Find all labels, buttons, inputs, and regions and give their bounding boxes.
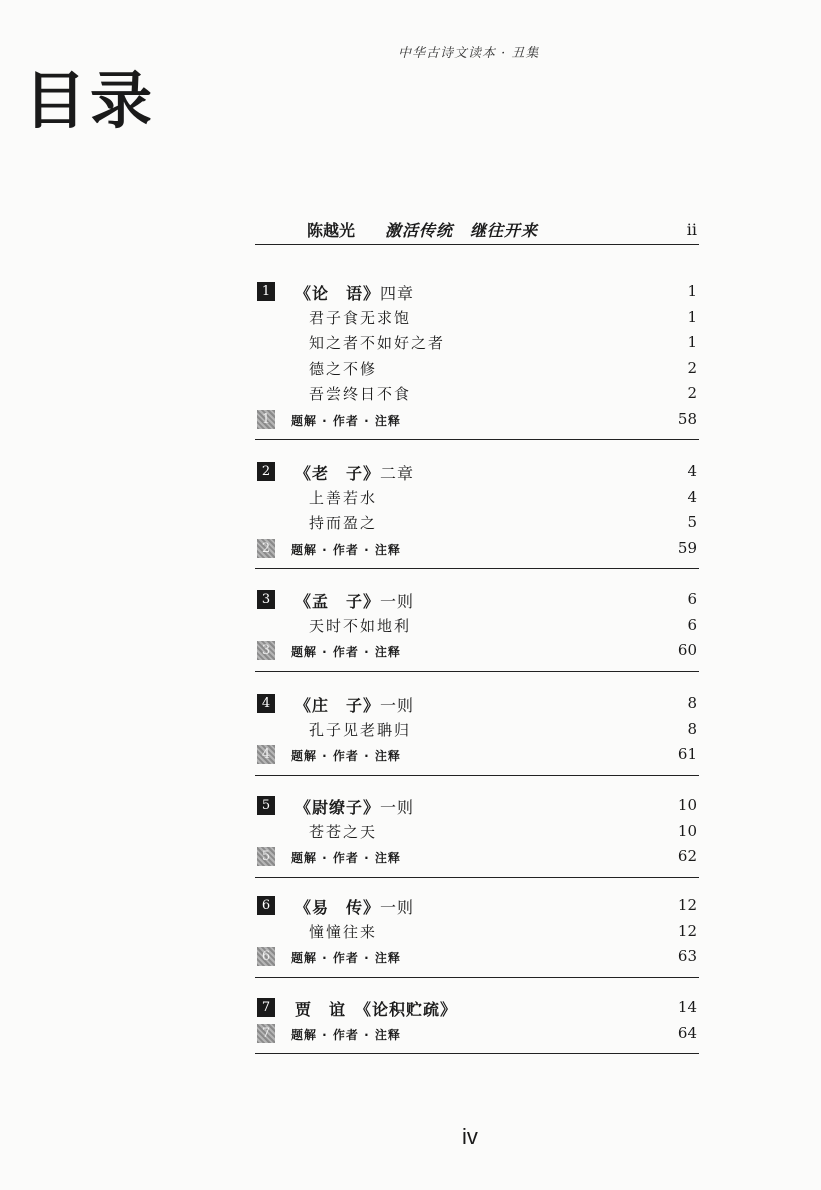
- chapter-page: 14: [677, 998, 697, 1016]
- note-page: 61: [677, 745, 697, 763]
- toc-chapter-row[interactable]: [255, 460, 699, 484]
- item-page: 6: [687, 615, 697, 634]
- chapter-page: 8: [687, 694, 697, 712]
- item-page: 4: [687, 487, 697, 506]
- note-number-badge: 5: [257, 847, 275, 866]
- item-title: 上善若水: [309, 488, 378, 507]
- toc-item-row[interactable]: [255, 306, 699, 330]
- toc-item-row[interactable]: [255, 920, 699, 944]
- chapter-title-text: 《易 传》: [295, 898, 381, 917]
- toc-note-row[interactable]: [255, 845, 699, 869]
- chapter-page: 12: [677, 896, 697, 914]
- chapter-title-suffix: 四章: [380, 284, 415, 303]
- note-number-badge: 1: [257, 410, 275, 429]
- item-page: 2: [687, 384, 697, 402]
- toc-item-row[interactable]: [255, 614, 699, 638]
- preface-author: 陈越光: [307, 221, 356, 240]
- chapter-number-badge: 7: [257, 998, 275, 1017]
- chapter-title-suffix: 二章: [380, 464, 415, 483]
- chapter-number-badge: 3: [257, 590, 275, 609]
- page-title: 目录: [24, 64, 157, 137]
- toc-chapter-row[interactable]: [255, 894, 699, 918]
- preface-title: 激活传统 继往开来: [385, 221, 539, 240]
- note-page: 60: [677, 641, 697, 659]
- item-title: 憧憧往来: [309, 922, 378, 941]
- toc-note-row[interactable]: [255, 743, 699, 767]
- note-label: 题解 · 作者 · 注释: [291, 542, 401, 557]
- toc-note-row[interactable]: [255, 945, 699, 969]
- chapter-page: 4: [687, 462, 697, 480]
- item-title: 持而盈之: [309, 514, 378, 532]
- chapter-title: [295, 895, 414, 918]
- toc-chapter-row[interactable]: [255, 692, 699, 716]
- item-title: 天时不如地利: [309, 616, 412, 635]
- toc-item-row[interactable]: [255, 331, 699, 355]
- chapter-page: 1: [687, 282, 697, 300]
- chapter-title: [295, 589, 414, 612]
- note-number-badge: 4: [257, 745, 275, 764]
- note-page: 59: [677, 538, 697, 557]
- toc-section: [255, 996, 699, 1054]
- chapter-title-suffix: 一则: [380, 696, 415, 715]
- toc-item-row[interactable]: [255, 357, 699, 381]
- chapter-title-text: 《孟 子》: [295, 592, 381, 611]
- toc-section: [255, 460, 699, 569]
- item-page: 12: [677, 921, 697, 940]
- chapter-title: [295, 997, 457, 1020]
- item-page: 10: [677, 821, 697, 840]
- item-page: 1: [687, 333, 697, 351]
- item-page: 1: [687, 307, 697, 326]
- item-title: 苍苍之天: [309, 822, 378, 841]
- page-number: iv: [462, 1124, 478, 1149]
- note-number-badge: 3: [257, 641, 275, 660]
- toc-section: [255, 588, 699, 672]
- toc-chapter-row[interactable]: [255, 996, 699, 1020]
- item-page: 5: [687, 513, 697, 531]
- toc-note-row[interactable]: [255, 408, 699, 432]
- chapter-title-suffix: 一则: [380, 898, 415, 917]
- note-number-badge: 6: [257, 947, 275, 966]
- toc-section: [255, 280, 699, 440]
- preface-entry[interactable]: [255, 218, 699, 245]
- toc-section: [255, 692, 699, 776]
- chapter-title: [295, 693, 414, 716]
- item-title: 知之者不如好之者: [309, 334, 446, 352]
- chapter-page: 10: [677, 796, 697, 814]
- item-page: 8: [687, 719, 697, 738]
- chapter-number-badge: 6: [257, 896, 275, 915]
- toc-chapter-row[interactable]: [255, 588, 699, 612]
- item-title: 君子食无求饱: [309, 308, 412, 327]
- chapter-page: 6: [687, 590, 697, 608]
- note-label: 题解 · 作者 · 注释: [291, 951, 401, 965]
- toc-note-row[interactable]: [255, 639, 699, 663]
- toc-item-row[interactable]: [255, 718, 699, 742]
- note-page: 63: [677, 947, 697, 965]
- chapter-number-badge: 5: [257, 796, 275, 815]
- chapter-title-suffix: 一则: [380, 592, 415, 611]
- chapter-title: [295, 795, 414, 818]
- item-title: 吾尝终日不食: [309, 385, 412, 403]
- chapter-number-badge: 1: [257, 282, 275, 301]
- item-title: 孔子见老聃归: [309, 720, 412, 739]
- chapter-title: [295, 461, 414, 484]
- chapter-title-suffix: 一则: [380, 798, 415, 817]
- toc-item-row[interactable]: [255, 486, 699, 510]
- note-number-badge: 7: [257, 1024, 275, 1043]
- chapter-title: [295, 281, 414, 304]
- item-title: 德之不修: [309, 359, 378, 378]
- running-header: 中华古诗文读本 · 丑集: [398, 46, 540, 61]
- toc-item-row[interactable]: [255, 820, 699, 844]
- chapter-title-text: 《庄 子》: [295, 696, 381, 715]
- chapter-title-text: 《论 语》: [295, 284, 381, 303]
- note-label: 题解 · 作者 · 注释: [291, 1027, 401, 1042]
- note-label: 题解 · 作者 · 注释: [291, 851, 401, 865]
- toc-chapter-row[interactable]: [255, 280, 699, 304]
- toc-note-row[interactable]: [255, 537, 699, 561]
- note-page: 62: [677, 847, 697, 865]
- chapter-number-badge: 4: [257, 694, 275, 713]
- toc-item-row[interactable]: [255, 382, 699, 406]
- chapter-title-text: 《老 子》: [295, 464, 381, 483]
- chapter-title-text: 贾 谊 《论积贮疏》: [295, 1000, 458, 1019]
- item-page: 2: [687, 358, 697, 377]
- note-label: 题解 · 作者 · 注释: [291, 749, 401, 763]
- note-label: 题解 · 作者 · 注释: [291, 645, 401, 659]
- chapter-title-text: 《尉缭子》: [295, 798, 381, 817]
- note-number-badge: 2: [257, 539, 275, 558]
- chapter-number-badge: 2: [257, 462, 275, 481]
- note-page: 58: [677, 409, 697, 428]
- toc-note-row[interactable]: [255, 1022, 699, 1046]
- note-label: 题解 · 作者 · 注释: [291, 413, 401, 428]
- note-page: 64: [677, 1023, 697, 1042]
- preface-page: ii: [686, 220, 697, 239]
- toc-item-row[interactable]: [255, 511, 699, 535]
- toc-section: [255, 894, 699, 978]
- toc-section: [255, 794, 699, 878]
- toc-chapter-row[interactable]: [255, 794, 699, 818]
